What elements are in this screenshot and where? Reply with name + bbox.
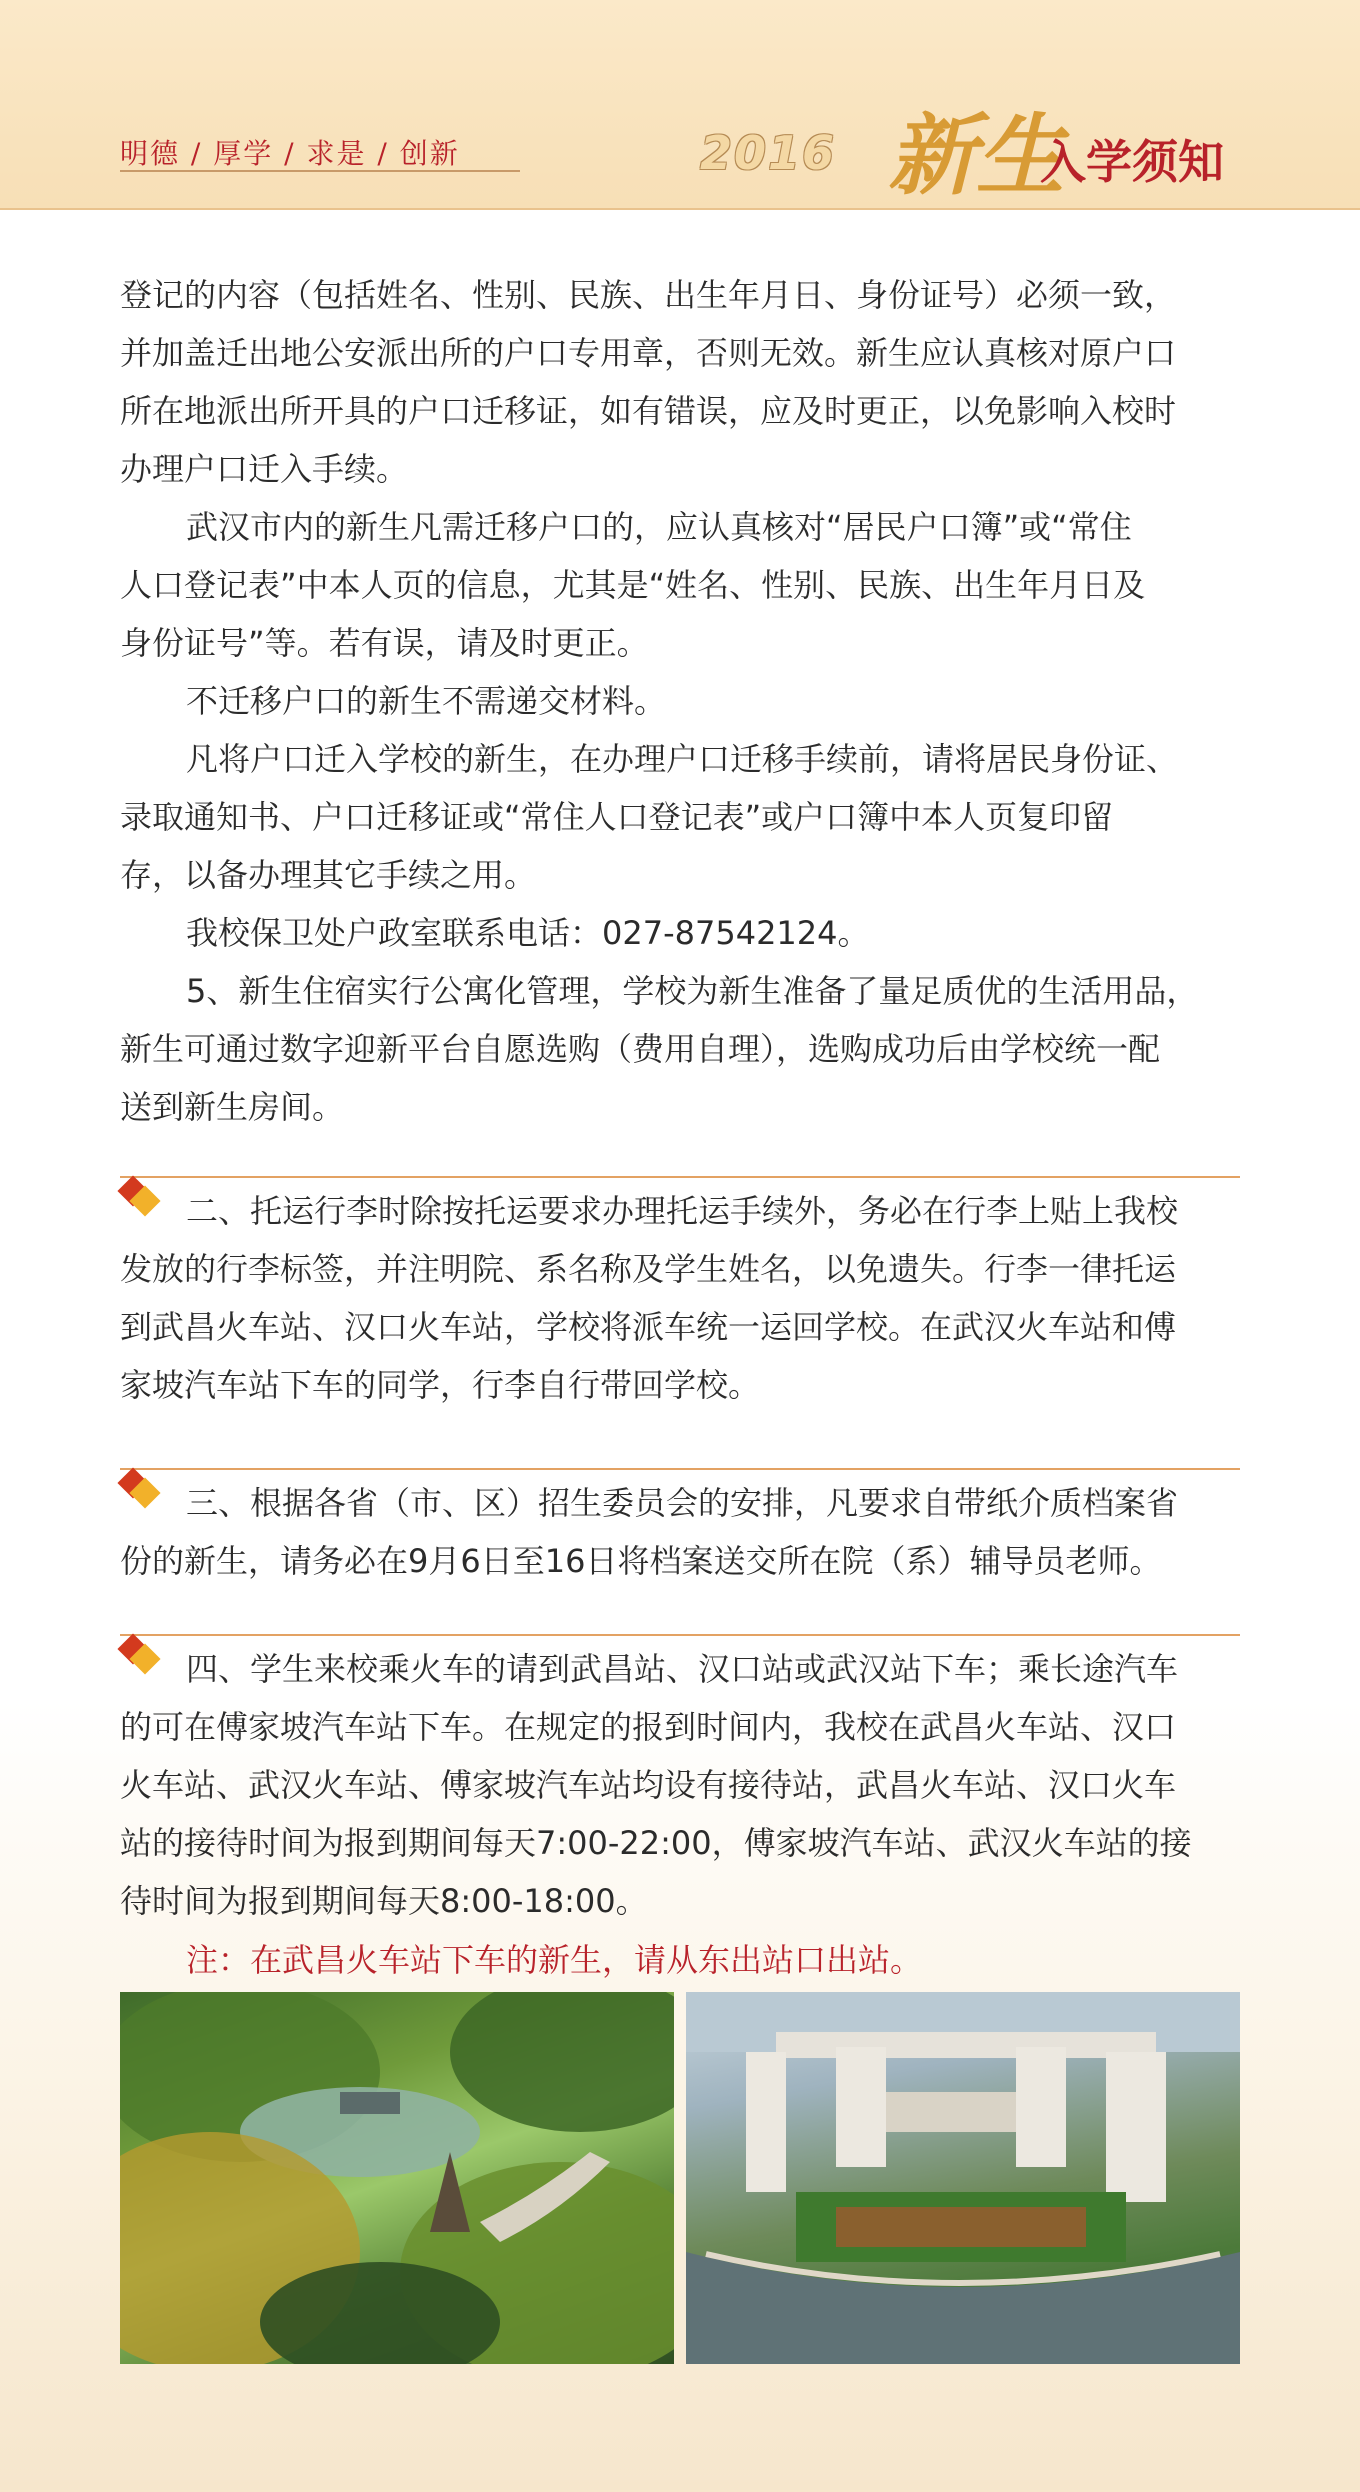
header-title-xinsheng: 新生 — [888, 103, 1065, 207]
section-divider — [120, 1634, 1240, 1636]
text-line: 办理户口迁入手续。 — [120, 450, 409, 488]
text-line: 发放的行李标签，并注明院、系名称及学生姓名，以免遗失。行李一律托运 — [120, 1250, 1177, 1288]
text-line: 不迁移户口的新生不需递交材料。 — [186, 682, 667, 720]
station-note: 注：在武昌火车站下车的新生，请从东出站口出站。 — [186, 1941, 923, 1979]
text-line: 的可在傅家坡汽车站下车。在规定的报到时间内，我校在武昌火车站、汉口 — [120, 1708, 1177, 1746]
page-header — [0, 0, 1360, 210]
text-line: 所在地派出所开具的户口迁移证，如有错误，应及时更正，以免影响入校时 — [120, 392, 1177, 430]
header-title-rest: 入学须知 — [1040, 135, 1224, 189]
text-line: 5、新生住宿实行公寓化管理，学校为新生准备了量足质优的生活用品， — [186, 972, 1199, 1010]
motto-underline — [120, 170, 520, 172]
school-motto: 明德 / 厚学 / 求是 / 创新 — [120, 137, 460, 170]
text-line: 存，以备办理其它手续之用。 — [120, 856, 537, 894]
section-divider — [120, 1468, 1240, 1470]
text-line: 家坡汽车站下车的同学，行李自行带回学校。 — [120, 1366, 761, 1404]
text-line: 登记的内容（包括姓名、性别、民族、出生年月日、身份证号）必须一致， — [120, 276, 1177, 314]
text-line: 并加盖迁出地公安派出所的户口专用章，否则无效。新生应认真核对原户口 — [120, 334, 1177, 372]
text-line: 凡将户口迁入学校的新生，在办理户口迁移手续前，请将居民身份证、 — [186, 740, 1179, 778]
text-line: 人口登记表”中本人页的信息，尤其是“姓名、性别、民族、出生年月日及 — [120, 566, 1146, 604]
text-line: 送到新生房间。 — [120, 1088, 345, 1126]
text-line: 待时间为报到期间每天8:00-18:00。 — [120, 1882, 648, 1920]
campus-building-aerial-photo — [686, 1992, 1240, 2364]
header-title — [700, 86, 1260, 207]
text-line: 四、学生来校乘火车的请到武昌站、汉口站或武汉站下车；乘长途汽车 — [186, 1650, 1179, 1688]
text-line: 我校保卫处户政室联系电话：027-87542124。 — [186, 914, 870, 952]
text-line: 武汉市内的新生凡需迁移户口的，应认真核对“居民户口簿”或“常住 — [186, 508, 1132, 546]
text-line: 身份证号”等。若有误，请及时更正。 — [120, 624, 649, 662]
body-text — [120, 266, 1240, 1136]
text-line: 火车站、武汉火车站、傅家坡汽车站均设有接待站，武昌火车站、汉口火车 — [120, 1766, 1177, 1804]
header-year: 2016 — [700, 126, 837, 180]
text-line: 站的接待时间为报到期间每天7:00-22:00，傅家坡汽车站、武汉火车站的接 — [120, 1824, 1192, 1862]
section-divider — [120, 1176, 1240, 1178]
text-line: 到武昌火车站、汉口火车站，学校将派车统一运回学校。在武汉火车站和傅 — [120, 1308, 1177, 1346]
text-line: 份的新生，请务必在9月6日至16日将档案送交所在院（系）辅导员老师。 — [120, 1542, 1162, 1580]
text-line: 三、根据各省（市、区）招生委员会的安排，凡要求自带纸介质档案省 — [186, 1484, 1179, 1522]
text-line: 二、托运行李时除按托运要求办理托运手续外，务必在行李上贴上我校 — [186, 1192, 1179, 1230]
text-line: 录取通知书、户口迁移证或“常住人口登记表”或户口簿中本人页复印留 — [120, 798, 1114, 836]
campus-lake-photo — [120, 1992, 674, 2364]
text-line: 新生可通过数字迎新平台自愿选购（费用自理），选购成功后由学校统一配 — [120, 1030, 1161, 1068]
